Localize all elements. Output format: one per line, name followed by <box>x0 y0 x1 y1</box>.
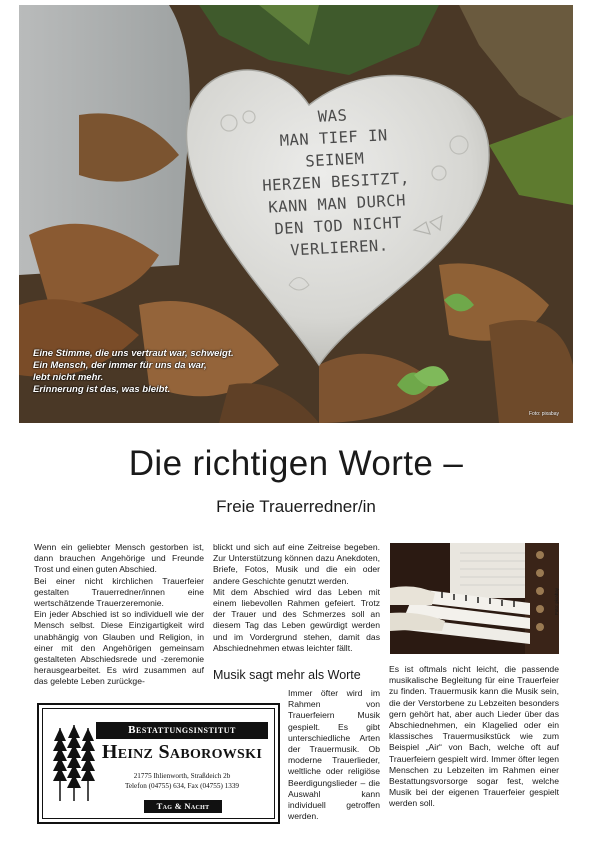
ad-inner-border <box>42 708 275 819</box>
caption-line: Eine Stimme, die uns vertraut war, schweigt. <box>33 348 234 359</box>
headline: Die richtigen Worte – <box>128 444 464 483</box>
heart-inscription <box>225 100 447 265</box>
ad-address-line: 21775 Ihlienworth, Straßdeich 2b <box>133 772 231 780</box>
caption-line: Ein Mensch, der immer für uns da war, <box>33 360 207 371</box>
article-column-3 <box>389 664 559 810</box>
heart-line: MAN TIEF IN <box>279 126 389 150</box>
paragraph: Mit dem Abschied wird das Leben mit einem liebevollen Rahmen gefeiert. Trotz der Trauer und des Schmerzes soll an diesem Tag das Leben gewürdigt werden und im Vordergrund stehen, damit das Abschiednehmen etwas leichter fällt. <box>213 586 380 653</box>
caption-line: Erinnerung ist das, was bleibt. <box>33 384 171 395</box>
article-column-1 <box>34 542 204 688</box>
caption-line: lebt nicht mehr. <box>33 372 104 383</box>
heart-line: SEINEM <box>304 149 365 171</box>
paragraph: Wenn ein geliebter Mensch gestorben ist, dann brauchen Angehörige und Freunde Trost und einen guten Abschied. <box>34 542 204 575</box>
organ-photo-credit: Foto: pixabay <box>554 587 559 615</box>
paragraph: Es ist oftmals nicht leicht, die passende musikalische Begleitung für eine Trauerfeier zu finden. Trauermusik kann die Musik sein, die der Verstorbene zu Lebzeiten besonders gern gehört hat, aber auch Lieder über das Abschiednehmen, ein Klagelied oder ein klassisches Trauermusikstück wie zum Beispiel „Air“ von Bach, welche oft auf Trauerfeiern gespielt wird. Immer öfter legen Menschen zu Lebzeiten im Rahmen einer Bestattungsvorsorge sogar fest, welche Musik bei der eigenen Trauerfeier gespielt werden soll. <box>389 664 559 809</box>
hero-photo <box>19 5 573 423</box>
heart-line: KANN MAN DURCH <box>267 191 407 217</box>
paragraph: blickt und sich auf eine Zeitreise begeben. Zur Unterstützung können dazu Anekdoten, Briefe, Fotos, Musik und die ein oder andere Geschichte genutzt werden. <box>213 542 380 586</box>
article-column-2b <box>288 688 380 822</box>
ad-title: Bestattungsinstitut <box>96 722 268 739</box>
paragraph: Ein jeder Abschied ist so individuell wie der Mensch selbst. Diese Einzigartigkeit wird unabhängig von Glauben und Religion, in einer mit den Angehörigen gemeinsam gestalteten Abschiedsrede und -zeremonie herausgearbeitet. Es wird zusammen auf das gelebte Leben zurückge- <box>34 609 204 687</box>
funeral-home-ad <box>37 703 280 824</box>
ad-hours-badge: Tag & Nacht <box>144 800 222 813</box>
photo-credit: Foto: pixabay <box>528 411 559 417</box>
ad-phone-line: Telefon (04755) 634, Fax (04755) 1339 <box>124 782 240 790</box>
paragraph: Immer öfter wird im Rahmen von Trauerfeiern Musik gespielt. Es gibt unterschiedliche Arten der Trauermusik. Ob moderne Trauerlieder, weltliche oder religiöse Beerdigungslieder – die Auswahl kann individuell getroffen werden. <box>288 688 380 822</box>
heart-line: WAS <box>317 106 348 126</box>
organ-photo-image <box>390 543 559 654</box>
heart-line: DEN TOD NICHT <box>273 213 403 239</box>
photo-caption <box>33 348 263 396</box>
subheadline: Freie Trauerredner/in <box>216 497 376 516</box>
trees-icon <box>53 723 95 803</box>
heart-line: VERLIEREN. <box>289 236 390 260</box>
ad-contact <box>96 771 268 791</box>
paragraph: Bei einer nicht kirchlichen Trauerfeier gestalten Trauerredner/innen eine wertschätzende Trauerzeremonie. <box>34 575 204 609</box>
article-column-2 <box>213 542 380 654</box>
organ-photo <box>390 543 559 654</box>
section-heading: Musik sagt mehr als Worte <box>213 668 361 682</box>
ad-company-name: Heinz Saborowski <box>101 741 263 763</box>
heart-line: HERZEN BESITZT, <box>261 169 411 195</box>
